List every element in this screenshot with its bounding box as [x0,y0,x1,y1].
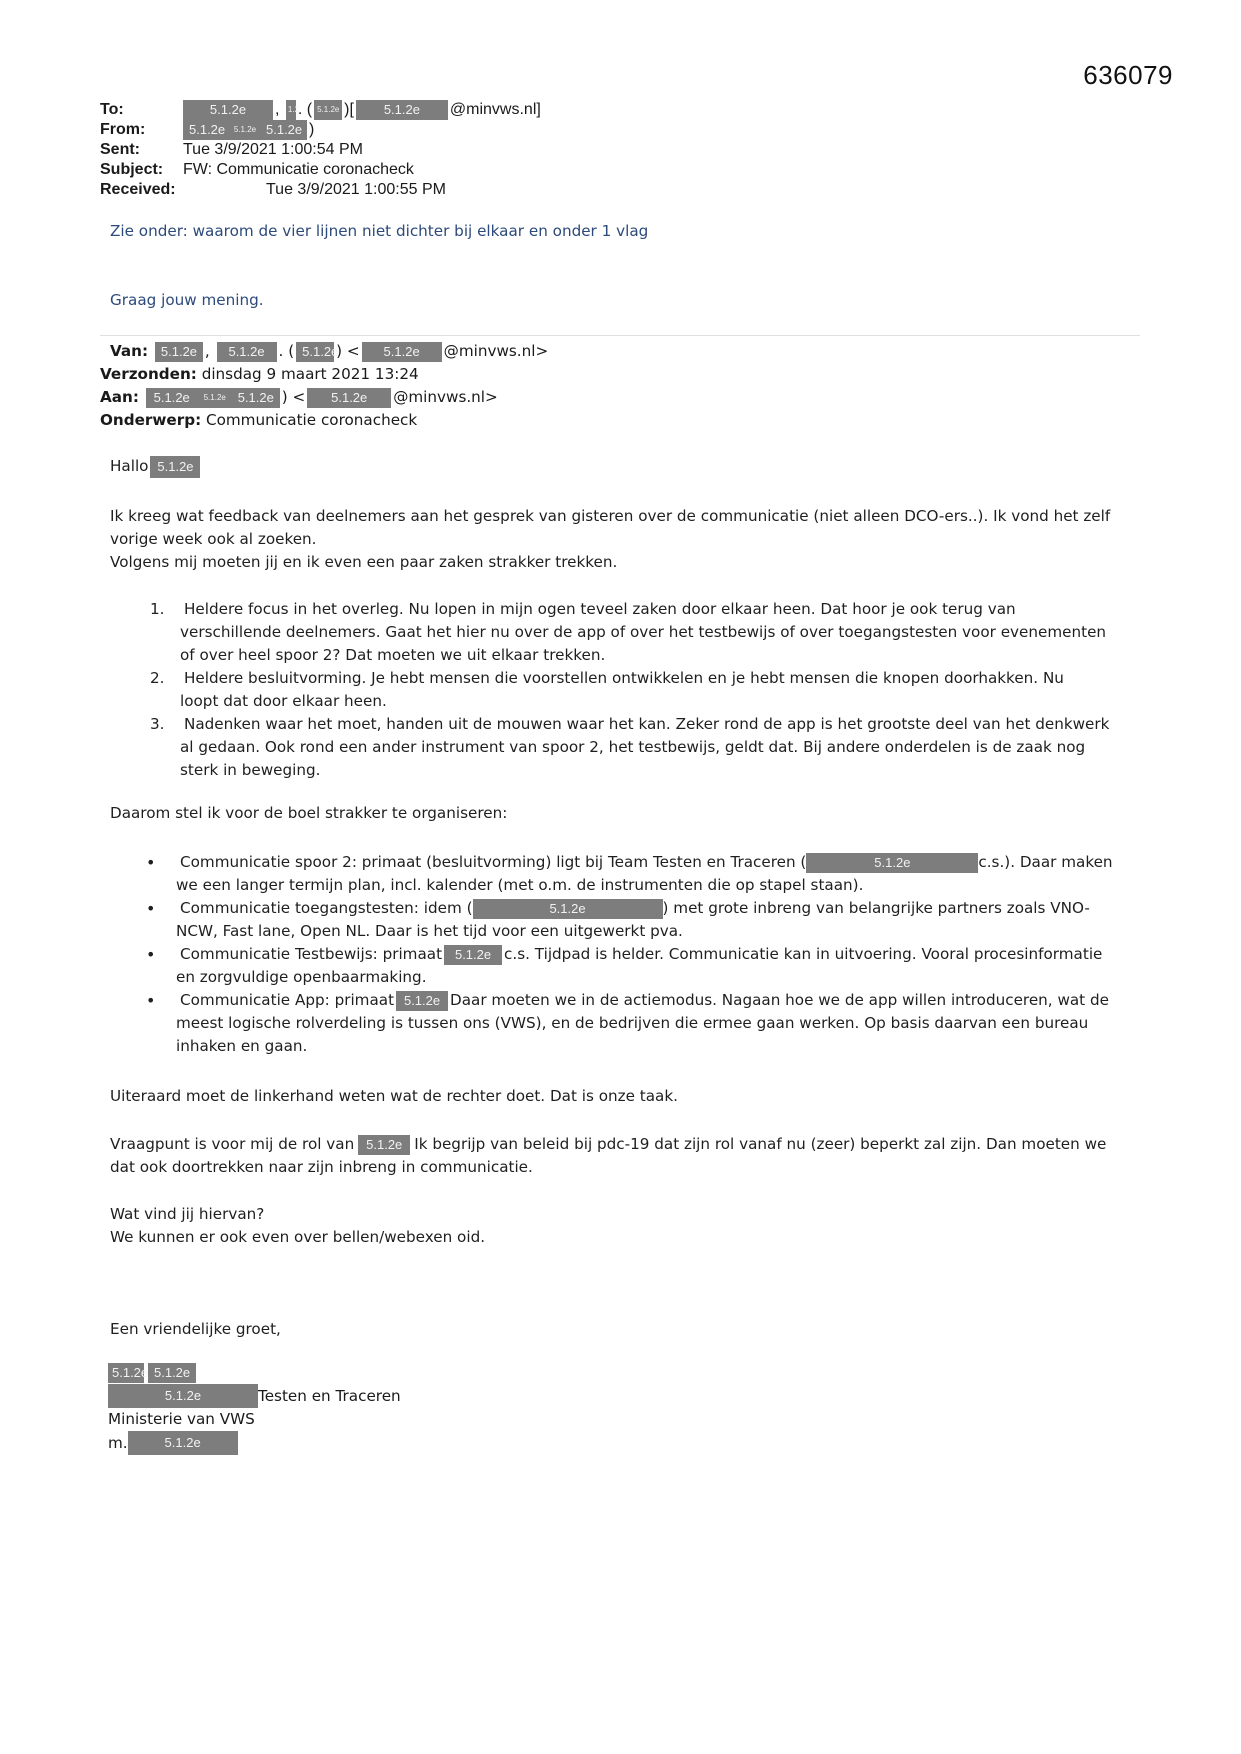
bullet-text: Communicatie App: primaat [180,991,395,1009]
received-label: Received: [100,181,176,198]
bullet-list [110,851,1140,1058]
signature-mobile-label: m. [108,1433,128,1452]
vraagpunt-paragraph [110,1133,1140,1179]
to-label: To: [100,101,124,118]
sent-value: Tue 3/9/2021 1:00:54 PM [183,141,363,158]
paragraph-text: Wat vind jij hiervan? [110,1205,265,1223]
van-row: Van: 5.1.2e , 5.1.2e . ( 5.1.2e ) < 5.1.2e @minvws.nl> [100,340,548,363]
from-label: From: [100,121,146,138]
verzonden-label: Verzonden: [100,365,197,383]
redaction: 5.1.2e [108,1363,144,1383]
sent-label: Sent: [100,141,140,158]
forward-note [110,220,1140,243]
received-row [100,180,541,200]
list-number: 1. [150,600,165,618]
list-number: 2. [150,669,165,687]
van-label: Van: [110,342,149,360]
redaction: 5.1.2e [806,853,978,873]
forward-note-line: Graag jouw mening. [110,291,264,309]
paragraph-text: Ik begrijp van beleid bij pdc-19 dat zijn rol vanaf nu (zeer) beperkt zal zijn. Dan moeten we [414,1135,1107,1153]
aan-row: Aan: 5.1.2e 5.1.2e 5.1.2e ) < 5.1.2e @minvws.nl> [100,386,548,409]
onderwerp-value: Communicatie coronacheck [205,411,418,429]
redaction: 5.1.2e [356,100,448,120]
list-item-line: loopt dat door elkaar heen. [180,692,387,710]
signature-department: Testen en Traceren [258,1386,401,1405]
redaction: 5.1.2e [196,388,234,408]
greeting-text: Hallo [110,457,149,475]
redaction: 1.2 [286,100,296,120]
intro-line: vorige week ook al zoeken. [110,530,317,548]
list-item [110,989,1140,1058]
paragraph-text: Vraagpunt is voor mij de rol van [110,1135,355,1153]
intro-paragraph [110,505,1140,574]
list-item [110,897,1140,943]
bullet-text: Communicatie toegangstesten: idem ( [180,899,473,917]
bullet-icon: • [146,899,156,918]
closing [110,1318,1140,1341]
proposal-text: Daarom stel ik voor de boel strakker te organiseren: [110,804,508,822]
list-item [110,713,1140,782]
redaction: 5.1.2e [473,899,663,919]
redaction: 5.1.2e [183,120,230,140]
sent-row [100,140,541,160]
paragraph-text: We kunnen er ook even over bellen/webexen oid. [110,1228,486,1246]
forward-note-line: Zie onder: waarom de vier lijnen niet dichter bij elkaar en onder 1 vlag [110,222,649,240]
list-number: 3. [150,715,165,733]
bullet-text: inhaken en gaan. [176,1037,308,1055]
bullet-text: en zorgvuldige openbaarmaking. [176,968,427,986]
bullet-text: c.s. Tijdpad is helder. Communicatie kan in uitvoering. Vooral procesinformatie [504,945,1103,963]
separator [100,335,1140,336]
redaction: 5.1.2e [108,1384,258,1408]
paragraph-text: dat ook doortrekken naar zijn inbreng in communicatie. [110,1158,533,1176]
bullet-icon: • [146,853,156,872]
list-item-line: of over heel spoor 2? Dat moeten we uit elkaar trekken. [180,646,606,664]
bullet-text: NCW, Fast lane, Open NL. Daar is het tijd voor een uitgewerkt pva. [176,922,683,940]
signature-ministry: Ministerie van VWS [108,1410,255,1428]
bullet-text: we een langer termijn plan, incl. kalender (met o.m. de instrumenten die op stapel staan). [176,876,864,894]
redaction: 5.1.2e [314,100,342,120]
linkerhand-paragraph [110,1085,1140,1108]
onderwerp-label: Onderwerp: [100,411,202,429]
list-item-line: al gedaan. Ook rond een ander instrument van spoor 2, het testbewijs, geldt dat. Bij andere onderdelen is de zaak nog [180,738,1086,756]
redaction: 5.1.2e [396,991,448,1011]
signature [108,1362,401,1455]
bullet-icon: • [146,991,156,1010]
aan-domain: @minvws.nl> [393,388,498,406]
received-value: Tue 3/9/2021 1:00:55 PM [266,181,446,198]
subject-label: Subject: [100,161,164,178]
redaction: 5.1.2e [183,100,273,120]
subject-row [100,160,541,180]
forward-note-request [110,289,1140,312]
to-row: To: 5.1.2e , 1.2 . ( 5.1.2e )[ 5.1.2e @minvws.nl] [100,101,541,118]
greeting [110,455,1140,478]
list-item [110,598,1140,667]
list-item-line: Heldere focus in het overleg. Nu lopen in mijn ogen teveel zaken door elkaar heen. Dat hoor je ook terug van [184,600,1016,618]
paragraph-text: Uiteraard moet de linkerhand weten wat de rechter doet. Dat is onze taak. [110,1087,678,1105]
redaction: 5.1.2e [260,120,307,140]
bullet-text: Communicatie Testbewijs: primaat [180,945,443,963]
bullet-text: Communicatie spoor 2: primaat (besluitvorming) ligt bij Team Testen en Traceren ( [180,853,807,871]
intro-line: Volgens mij moeten jij en ik even een paar zaken strakker trekken. [110,553,618,571]
onderwerp-row [100,409,548,432]
bullet-text: c.s.). Daar maken [978,853,1113,871]
verzonden-value: dinsdag 9 maart 2021 13:24 [201,365,419,383]
redaction: 5.1.2e [358,1135,410,1155]
redaction: 5.1.2e [232,388,280,408]
to-domain: @minvws.nl] [449,101,541,118]
redaction: 5.1.2e [444,945,502,965]
document-id: 636079 [1083,60,1173,90]
redaction: 5.1.2e [155,342,203,362]
verzonden-row [100,363,548,386]
redaction: 5.1.2e [148,1363,196,1383]
proposal [110,802,1140,825]
list-item-line: sterk in beweging. [180,761,321,779]
list-item [110,943,1140,989]
subject-value: FW: Communicatie coronacheck [183,161,414,178]
redaction: 5.1.2e [362,342,442,362]
from-row: From: 5.1.2e 5.1.2e 5.1.2e ) [100,121,315,138]
redaction: 5.1.2e [150,456,200,478]
closing-text: Een vriendelijke groet, [110,1320,281,1338]
redaction: 5.1.2e [146,388,198,408]
bullet-icon: • [146,945,156,964]
aan-label: Aan: [100,388,139,406]
intro-line: Ik kreeg wat feedback van deelnemers aan het gesprek van gisteren over de communicatie (niet alleen DCO-ers..). Ik vond het zelf [110,507,1111,525]
list-item-line: Heldere besluitvorming. Je hebt mensen die voorstellen ontwikkelen en je hebt mensen die knopen doorhakken. Nu [184,669,1064,687]
redaction: 5.1.2e [296,342,334,362]
redaction: 5.1.2e [128,1431,238,1455]
bullet-text: meest logische rolverdeling is tussen ons (VWS), en de bedrijven die ermee gaan werken. Op basis daarvan een bureau [176,1014,1089,1032]
question-paragraph [110,1203,1140,1249]
list-item-line: verschillende deelnemers. Gaat het hier nu over de app of over het testbewijs of over toegangstesten voor evenementen [180,623,1107,641]
email-header [100,100,541,200]
van-domain: @minvws.nl> [443,342,549,360]
redaction: 5.1.2e [217,342,277,362]
redaction: 5.1.2e [228,120,262,140]
original-meta [100,340,548,432]
list-item [110,667,1140,713]
bullet-text: Daar moeten we in de actiemodus. Nagaan hoe we de app willen introduceren, wat de [450,991,1109,1009]
numbered-list [110,598,1140,782]
bullet-text: ) met grote inbreng van belangrijke partners zoals VNO- [662,899,1090,917]
list-item [110,851,1140,897]
list-item-line: Nadenken waar het moet, handen uit de mouwen waar het kan. Zeker rond de app is het grootste deel van het denkwerk [184,715,1110,733]
redaction: 5.1.2e [307,388,391,408]
